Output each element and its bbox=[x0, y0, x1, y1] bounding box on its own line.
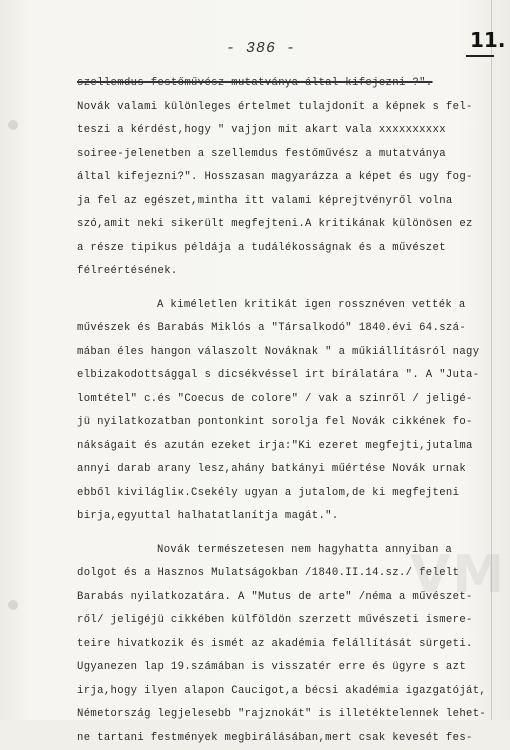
punch-hole-mark bbox=[8, 120, 18, 130]
text-line: által kifejezni?". Hosszasan magyarázza a képet és ugy fog- bbox=[77, 166, 477, 190]
page-edge bbox=[491, 0, 492, 720]
text-line-struck: szellemdus festőművész mutatványa által kifejezni ?". bbox=[77, 72, 477, 96]
text-line: teszi a kérdést,hogy " vajjon mit akart vala xxxxxxxxxx bbox=[77, 119, 477, 143]
text-line: teire hivatkozik és ismét az akadémia felállítását sürgeti. bbox=[77, 633, 477, 657]
watermark-logo: VM bbox=[410, 545, 506, 605]
text-line: elbizakodottsággal s dicsékvéssel irt bírálatára ". A "Juta- bbox=[77, 364, 477, 388]
text-line: dolgot és a Hasznos Mulatságokban /1840.II.14.sz./ felelt bbox=[77, 562, 477, 586]
text-line: birja,egyuttal halhatatlanítja magát.". bbox=[77, 505, 477, 529]
text-line: nákságait és azután ezeket irja:"Ki ezeret megfejti,jutalma bbox=[77, 435, 477, 459]
document-body bbox=[77, 72, 477, 750]
text-line: irja,hogy ilyen alapon Caucigot,a bécsi akadémia igazgatóját, bbox=[77, 680, 477, 704]
text-line: Németország legjelesebb "rajznokát" is illetéktelennek lehet- bbox=[77, 703, 477, 727]
text-line: Novák természetesen nem hagyhatta annyiban a bbox=[77, 539, 477, 563]
text-line: Novák valami különleges értelmet tulajdonít a képnek s fel- bbox=[77, 96, 477, 120]
text-line: A kiméletlen kritikát igen rossznéven vették a bbox=[77, 294, 477, 318]
text-line: jü nyilatkozatban pontonkint sorolja fel Novák cikkének fo- bbox=[77, 411, 477, 435]
text-line: ebből kivilágliк.Csekély ugyan a jutalom,de ki megfejteni bbox=[77, 482, 477, 506]
text-line: Barabás nyilatkozatára. A "Mutus de arte" /néma a művészet- bbox=[77, 586, 477, 610]
text-line: szó,amit neki sikerült megfejteni.A kritikának különösen ez bbox=[77, 213, 477, 237]
text-line: ről/ jeligéjü cikkében külföldön szerzett művészeti ismere- bbox=[77, 609, 477, 633]
sheet-number-underline bbox=[466, 55, 494, 57]
text-line: félreértésének. bbox=[77, 260, 477, 284]
page-number: - 386 - bbox=[226, 40, 296, 57]
text-line: ne tartani festmények megbirálásában,mert csak kevesét fes- bbox=[77, 727, 477, 750]
text-line: a része tipikus példája a tudálékosságnak és a művészet bbox=[77, 237, 477, 261]
text-line: ja fel az egészet,mintha itt valami képrejtvényről volna bbox=[77, 190, 477, 214]
text-line: Ugyanezen lap 19.számában is visszatér erre és ügyre s azt bbox=[77, 656, 477, 680]
punch-hole-mark bbox=[8, 600, 18, 610]
text-line: művészek és Barabás Miklós a "Társalkodó" 1840.évi 64.szá- bbox=[77, 317, 477, 341]
text-line: soiree-jelenetben a szellemdus festőművész a mutatványa bbox=[77, 143, 477, 167]
sheet-number: 11. bbox=[470, 28, 505, 52]
text-line: annyi darab arany lesz,ahány batkányi műértése Novák urnak bbox=[77, 458, 477, 482]
text-line: mában éles hangon válaszolt Nováknak " a műkiállításról nagy bbox=[77, 341, 477, 365]
text-line: lomtétel" c.és "Coecus de colore" / vak a szinről / jeligé- bbox=[77, 388, 477, 412]
